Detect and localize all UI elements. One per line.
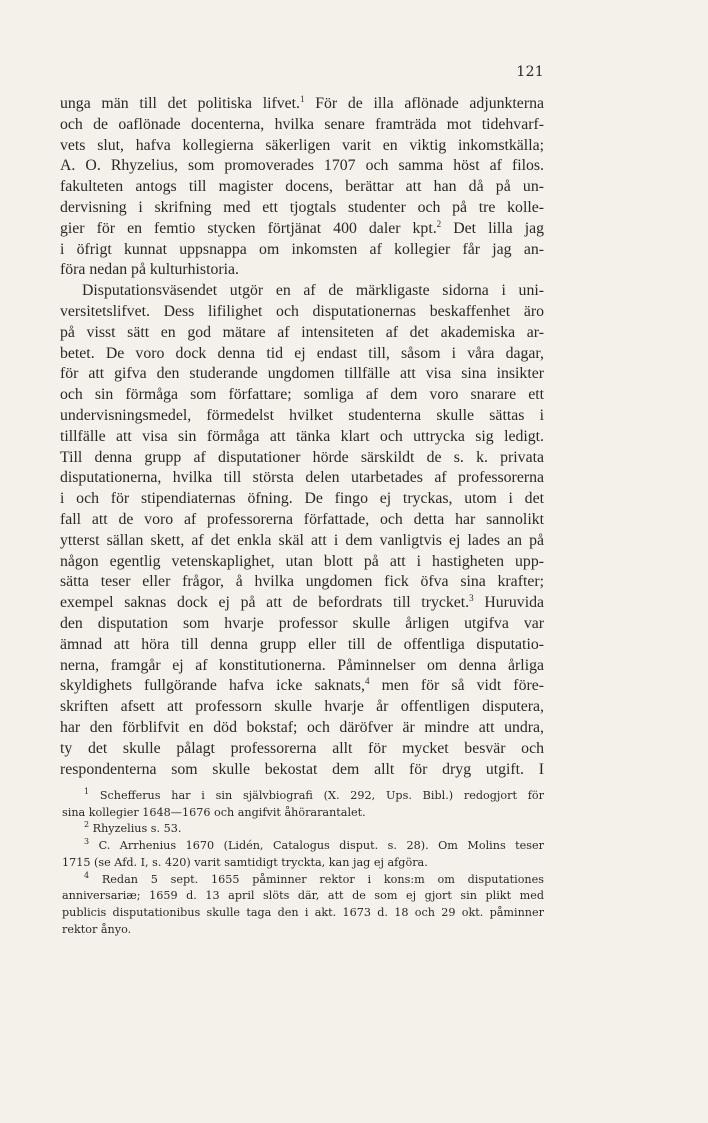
body-line: undervisningsmedel, förmedelst hvilket studenterna skulle sättas i: [60, 406, 544, 424]
footnote-line: [62, 838, 544, 855]
body-line: och sin förmåga som författare; somliga af dem voro snarare ett: [60, 386, 544, 404]
text-segment: Redan 5 sept. 1655 påminner rektor i kons:m om disputationes: [89, 872, 544, 886]
footnote-line: publicis disputationibus skulle taga den i akt. 1673 d. 18 och 29 okt. påminner: [62, 905, 544, 919]
footnote-line: sina kollegier 1648—1676 och angifvit åhörarantalet.: [62, 805, 366, 819]
body-line: Disputationsväsendet utgör en af de märkligaste sidorna i uni-: [82, 282, 544, 300]
footnote-line: [62, 821, 544, 838]
body-line: har den förblifvit en död bokstaf; och däröfver är mindre att undra,: [60, 718, 544, 736]
footnote-marker: 1: [84, 787, 90, 796]
footnote-marker: 2: [436, 218, 442, 229]
text-segment: C. Arrhenius 1670 (Lidén, Catalogus disput. s. 28). Om Molins teser: [89, 839, 544, 853]
text-segment: Rhyzelius s. 53.: [89, 822, 182, 836]
body-text: [60, 94, 544, 780]
text-segment: gier för en femtio stycken förtjänat 400 daler kpt.: [60, 219, 437, 237]
body-line: [60, 676, 544, 697]
body-line: Till denna grupp af disputationer hörde särskildt de s. k. privata: [60, 448, 544, 466]
body-line: vets slut, hafva kollegierna säkerligen varit en viktig inkomstkälla;: [60, 136, 544, 154]
text-segment: För de illa aflönade adjunkterna: [304, 95, 544, 112]
text-segment: unga män till det politiska lifvet.: [60, 95, 300, 112]
body-line: A. O. Rhyzelius, som promoverades 1707 och samma höst af filos.: [60, 157, 544, 175]
body-line: ytterst sällan skett, af det enkla skäl att i dem vanligtvis ej lades an på: [60, 531, 544, 549]
body-line: för att gifva den studerande ungdomen tillfälle att visa sina insikter: [60, 365, 544, 383]
footnote-line: 1715 (se Afd. I, s. 420) varit samtidigt tryckta, kan jag ej afgöra.: [62, 855, 428, 869]
footnote-line: anniversariæ; 1659 d. 13 april slöts där, att de som ej gjort sin plikt med: [62, 889, 544, 903]
footnote-marker: 4: [84, 870, 90, 880]
text-segment: skyldighets fullgörande hafva icke saknats,: [60, 677, 365, 695]
body-line: disputationerna, hvilka till största delen utarbetades af professorerna: [60, 469, 544, 487]
footnote-line: [62, 788, 544, 805]
footnote-line: rektor ånyo.: [62, 922, 132, 936]
text-segment: Huruvida: [473, 594, 544, 612]
body-line: föra nedan på kulturhistoria.: [60, 261, 239, 279]
body-line: och de oaflönade docenterna, hvilka senare framträda mot tidehvarf-: [60, 115, 544, 133]
body-line: dervisning i skrifning med ett tjogtals studenter och på tre kolle-: [60, 198, 544, 216]
body-line: på visst sätt en god mätare af intensiteten af det akademiska ar-: [60, 323, 544, 341]
body-line: skriften afsett att professorn skulle hvarje år offentligen disputera,: [60, 698, 544, 716]
body-line: versitetslifvet. Dess lifilighet och disputationernas beskaffenhet äro: [60, 302, 544, 320]
body-line: [60, 593, 544, 614]
text-segment: Schefferus har i sin självbiografi (X. 292, Ups. Bibl.) redogjort för: [89, 789, 544, 802]
body-line: i öfrigt kunnat uppsnappa om inkomsten af kollegier får jag an-: [60, 240, 544, 258]
body-line: tillfälle att visa sin förmåga att tänka klart och uttrycka sig ledigt.: [60, 427, 544, 445]
body-line: [60, 94, 544, 115]
footnote-marker: 3: [469, 593, 474, 604]
text-segment: men för så vidt före-: [369, 677, 544, 695]
footnote-marker: 4: [365, 676, 370, 687]
footnote-marker: 2: [84, 820, 90, 830]
page-number: 121: [516, 64, 544, 80]
body-line: ämnad att höra till denna grupp eller till de offentliga disputatio-: [60, 635, 544, 653]
text-segment: exempel saknas dock ej på att de befordrats till trycket.: [60, 594, 470, 612]
body-line: respondenterna som skulle bekostat dem allt för dryg utgift. I: [60, 760, 544, 778]
footnote-marker: 3: [84, 837, 90, 847]
body-line: i och för stipendiaternas öfning. De fingo ej tryckas, utom i det: [60, 490, 544, 508]
body-line: [60, 219, 544, 240]
body-line: betet. De voro dock denna tid ej endast till, såsom i våra dagar,: [60, 344, 544, 362]
body-line: den disputation som hvarje professor skulle årligen utgifva var: [60, 614, 544, 632]
body-line: ty det skulle pålagt professorerna allt för mycket besvär och: [60, 739, 544, 757]
footnotes: [62, 788, 544, 938]
footnote-line: [62, 872, 544, 889]
footnote-marker: 1: [299, 94, 305, 104]
body-line: fakulteten antogs till magister docens, berättar att han då på un-: [60, 178, 544, 196]
body-line: någon egentlig vetenskaplighet, utan blott på att i hastigheten upp-: [60, 552, 544, 570]
body-line: sätta teser eller frågor, å hvilka ungdomen fick öfva sina krafter;: [60, 573, 544, 591]
body-line: fall att de voro af professorerna författade, och detta har sannolikt: [60, 510, 544, 528]
body-line: nerna, framgår ej af konstitutionerna. Påminnelser om denna årliga: [60, 656, 544, 674]
text-segment: Det lilla jag: [441, 219, 544, 237]
